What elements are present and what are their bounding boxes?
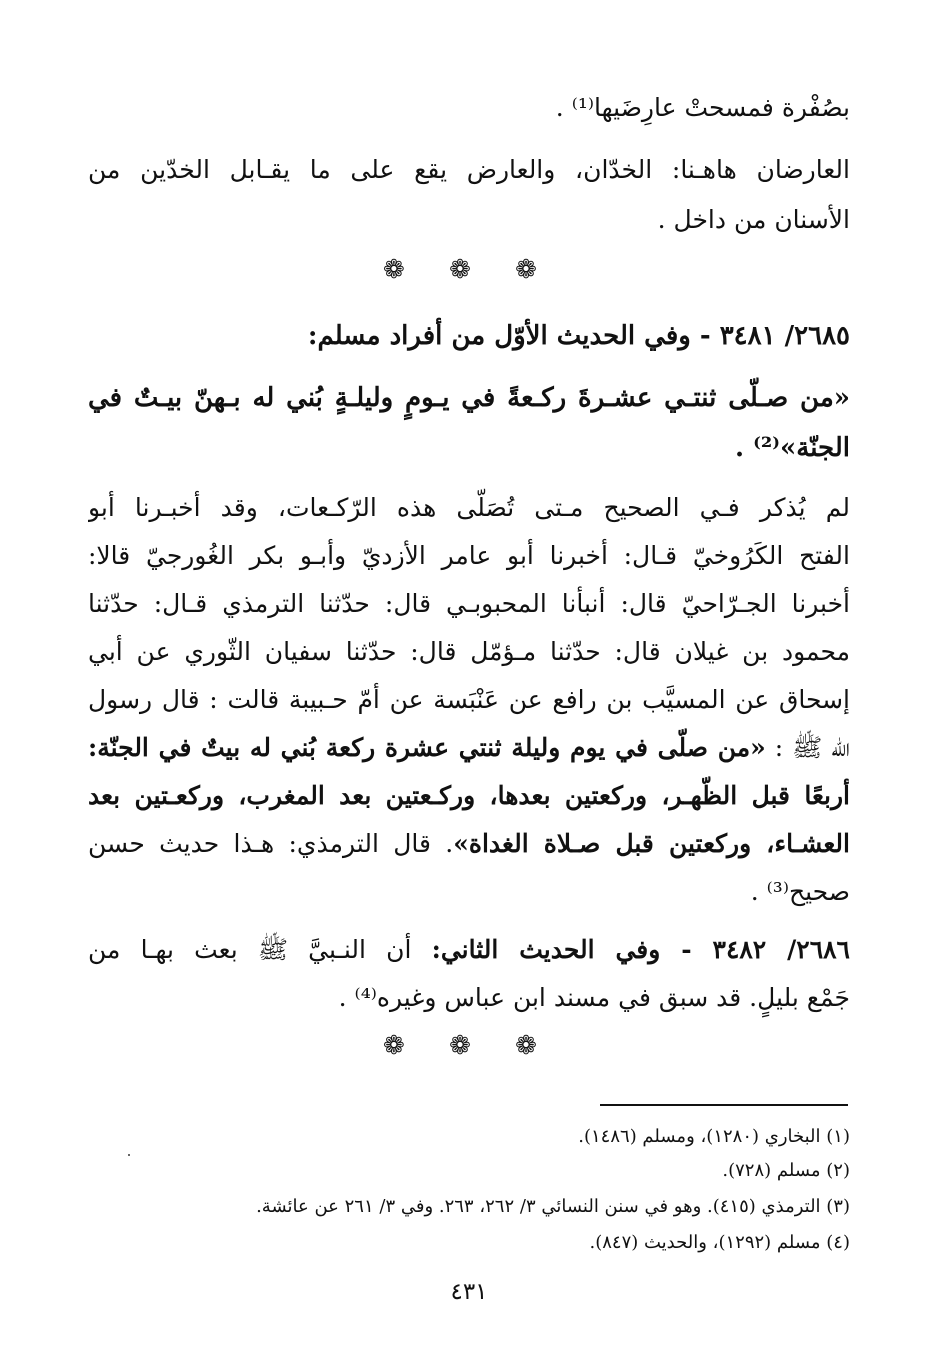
tirmidhi-comment: . قال الترمذي: هـذا حديث حسن	[88, 829, 454, 858]
separator-ornament: ❁ ❁ ❁	[383, 255, 555, 285]
hadith-quote: «من صلّى في يوم وليلة ثنتي عشرة ركعة بُني له بيتٌ في الجنّة:	[88, 733, 766, 762]
hadith-quote: العشـاء، وركعتين قبل صـلاة الغداة»	[453, 829, 850, 858]
separator-ornament: ❁ ❁ ❁	[383, 1031, 555, 1061]
paragraph-line: محمود بن غيلان قال: حدّثنا مـؤمّل قال: حدّثنا سفيان الثّوري عن أبي	[88, 637, 850, 666]
paragraph-line: الفتح الكَرُوخيّ قـال: أخبرنا أبو عامر الأزديّ وأبـو بكر الغُورجيّ قالا:	[88, 541, 850, 570]
hadith-text-line: «من صـلّى ثنتـي عشـرةَ ركـعةً في يـومٍ وليلـةٍ بُني له بـهنّ بيـتٌ في	[88, 383, 850, 413]
paragraph-line: العارضان هاهـنا: الخدّان، والعارض يقع على ما يقـابل الخدّين من	[88, 155, 850, 184]
paragraph-line: بصُفْرة فمسحتْ عارِضَيها⁽¹⁾ .	[555, 93, 850, 122]
paragraph-line	[88, 926, 850, 974]
paragraph-line	[88, 724, 850, 772]
paragraph-line: إسحاق عن المسيَّب بن رافع عن عَنْبَسة عن أمّ حـبيبة قالت : قال رسول	[88, 685, 850, 714]
hadith-text: أن النـبيَّ ﷺ بعث بهـا من	[88, 935, 432, 964]
hadith-quote-line: أربعًا قبل الظّهـر، وركعتين بعدها، وركـعتين بعد المغرب، وركعـتين بعد	[88, 781, 850, 810]
footnote: (٣) الترمذي (٤١٥). وهو في سنن النسائي ٣/ ٢٦٢، ٢٦٣. وفي ٣/ ٢٦١ عن عائشة.	[256, 1196, 850, 1217]
paragraph-line: صحيح⁽³⁾ .	[750, 877, 850, 906]
footnote: (١) البخاري (١٢٨٠)، ومسلم (١٤٨٦).	[578, 1126, 850, 1147]
hadith-heading: ٢٦٨٦/ ٣٤٨٢ - وفي الحديث الثاني:	[431, 935, 850, 964]
paragraph-line: لم يُذكر فـي الصحيح مـتى تُصَلّى هذه الرّكـعات، وقد أخبـرنا أبو	[88, 493, 850, 522]
footnote: (٤) مسلم (١٢٩٢)، والحديث (٨٤٧).	[589, 1232, 850, 1253]
paragraph-line	[88, 820, 850, 868]
footnote: (٢) مسلم (٧٢٨).	[722, 1160, 850, 1181]
hadith-text-line: الجنّة»⁽²⁾ .	[735, 433, 850, 463]
hadith-heading: ٢٦٨٥/ ٣٤٨١ - وفي الحديث الأوّل من أفراد مسلم:	[307, 321, 850, 351]
paragraph-line: الأسنان من داخل .	[657, 205, 850, 234]
footnote-divider	[600, 1104, 848, 1106]
prophet-honorific-text: الله ﷺ :	[765, 733, 850, 762]
page-number: ٤٣١	[450, 1279, 488, 1305]
paragraph-line: جَمْع بليلٍ. قد سبق في مسند ابن عباس وغيره⁽⁴⁾ .	[338, 983, 850, 1012]
paragraph-line: أخبرنا الجـرّاحيّ قال: أنبأنا المحبوبـي قال: حدّثنا الترمذي قـال: حدّثنا	[88, 589, 850, 618]
